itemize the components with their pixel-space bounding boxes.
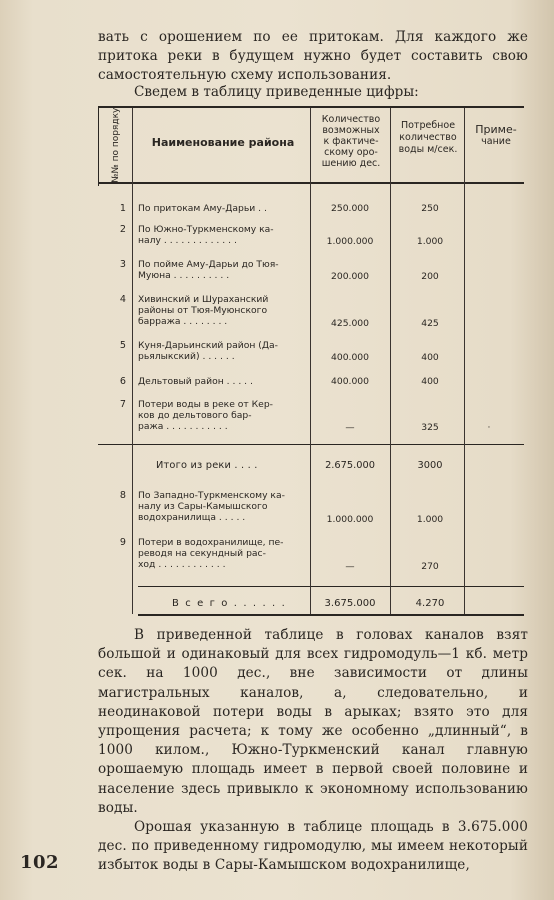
row-4-water: 425 (421, 318, 439, 329)
total-area: 3.675.000 (324, 598, 376, 609)
header-water-need: Потребное количество воды м/сек. (398, 120, 458, 155)
row-8-water: 1.000 (416, 514, 444, 525)
row-7-note-mark: · (487, 422, 491, 433)
row-5-name: Куня-Дарьинский район (Да- рьялыкский) . . . . . . (138, 340, 278, 363)
header-region-name: Наименование района (151, 136, 295, 149)
header-bottom-rule (98, 182, 524, 184)
row-6-number: 6 (119, 376, 126, 387)
row-5-number: 5 (119, 340, 126, 351)
row-6-name: Дельтовый район . . . . . (138, 376, 253, 387)
row-7-number: 7 (119, 399, 126, 410)
row-9-area: — (345, 561, 355, 572)
row-2-area: 1.000.000 (326, 236, 374, 247)
row-8-number: 8 (119, 490, 126, 501)
total-label: В с е г о . . . . . . (172, 598, 287, 609)
page-number: 102 (20, 852, 60, 873)
table-top-rule (98, 106, 524, 108)
explanation-text: В приведенной таблице в головах каналов взят большой и одинаковый для всех гидромодуль—1 кб. метр сек. на 1000 дес., вне зависимости от длины магистральных каналов, а, следовательно, и неодинаковой потери воды в арыках; взято это для упрощения расчета; к тому же особенно „длинный“, в 1000 килом., Южно-Туркменский канал главную орошаемую площадь имеет в первой своей половине и население здесь привыкло к экономному использованию воды. (98, 627, 528, 816)
row-7-water: 325 (421, 422, 439, 433)
row-1-name: По притокам Аму-Дарьи . . (138, 203, 267, 214)
col-sep-3 (390, 108, 391, 614)
col-sep-2 (310, 108, 311, 614)
row-5-area: 400.000 (331, 352, 369, 363)
row-8-area: 1.000.000 (326, 514, 374, 525)
row-7-name: Потери воды в реке от Кер- ков до дельтового бар- ража . . . . . . . . . . . (138, 399, 273, 433)
row-6-water: 400 (421, 376, 439, 387)
row-4-area: 425.000 (331, 318, 369, 329)
col-sep-1 (132, 108, 133, 614)
row-5-water: 400 (421, 352, 439, 363)
row-2-name: По Южно-Туркменскому ка- налу . . . . . . . . . . . . . (138, 224, 274, 247)
paragraph-intro (98, 28, 528, 86)
paragraph-explanation (98, 626, 528, 876)
header-area-quantity: Количество возможных к фактиче- скому оро- шению дес. (321, 114, 381, 169)
intro-text: вать с орошением по ее притокам. Для каждого же притока реки в будущем нужно будет составить свою самостоятельную схему использования. (98, 29, 528, 84)
row-1-water: 250 (421, 203, 439, 214)
row-1-area: 250.000 (331, 203, 369, 214)
row-3-area: 200.000 (331, 271, 369, 282)
row-8-name: По Западно-Туркменскому ка- налу из Сары-Камышского водохранилища . . . . . (138, 490, 285, 524)
data-table (98, 106, 524, 616)
row-3-water: 200 (421, 271, 439, 282)
table-lead-text: Сведем в таблицу приведенные цифры: (134, 84, 419, 100)
subtotal-label: Итого из реки . . . . (156, 460, 258, 471)
row-4-number: 4 (119, 294, 126, 305)
row-9-number: 9 (119, 537, 126, 548)
total-water: 4.270 (415, 598, 445, 609)
subtotal-area: 2.675.000 (325, 460, 375, 471)
row-6-area: 400.000 (331, 376, 369, 387)
total-top-rule (138, 586, 524, 587)
header-number: №№ по порядку (111, 107, 121, 183)
row-9-name: Потери в водохранилище, пе- реводя на секундный рас- ход . . . . . . . . . . . . (138, 537, 284, 571)
row-4-name: Хивинский и Шураханский районы от Тюя-Муюнского барража . . . . . . . . (138, 294, 269, 328)
row-1-number: 1 (119, 203, 126, 214)
subtotal-top-rule (98, 444, 524, 445)
row-7-area: — (345, 422, 355, 433)
row-2-number: 2 (119, 224, 126, 235)
header-note: Приме- чание (475, 123, 517, 147)
row-3-name: По пойме Аму-Дарьи до Тюя- Муюна . . . . . . . . . . (138, 259, 279, 282)
total-bottom-rule (138, 614, 524, 616)
table-left-rule (98, 106, 99, 186)
subtotal-water: 3000 (417, 460, 443, 471)
row-3-number: 3 (119, 259, 126, 270)
row-2-water: 1.000 (416, 236, 444, 247)
row-9-water: 270 (421, 561, 439, 572)
continuation-text: Орошая указанную в таблице площадь в 3.675.000 дес. по приведенному гидромодулю, мы имеем некоторый избыток воды в Сары-Камышском водохранилище, (98, 819, 528, 874)
